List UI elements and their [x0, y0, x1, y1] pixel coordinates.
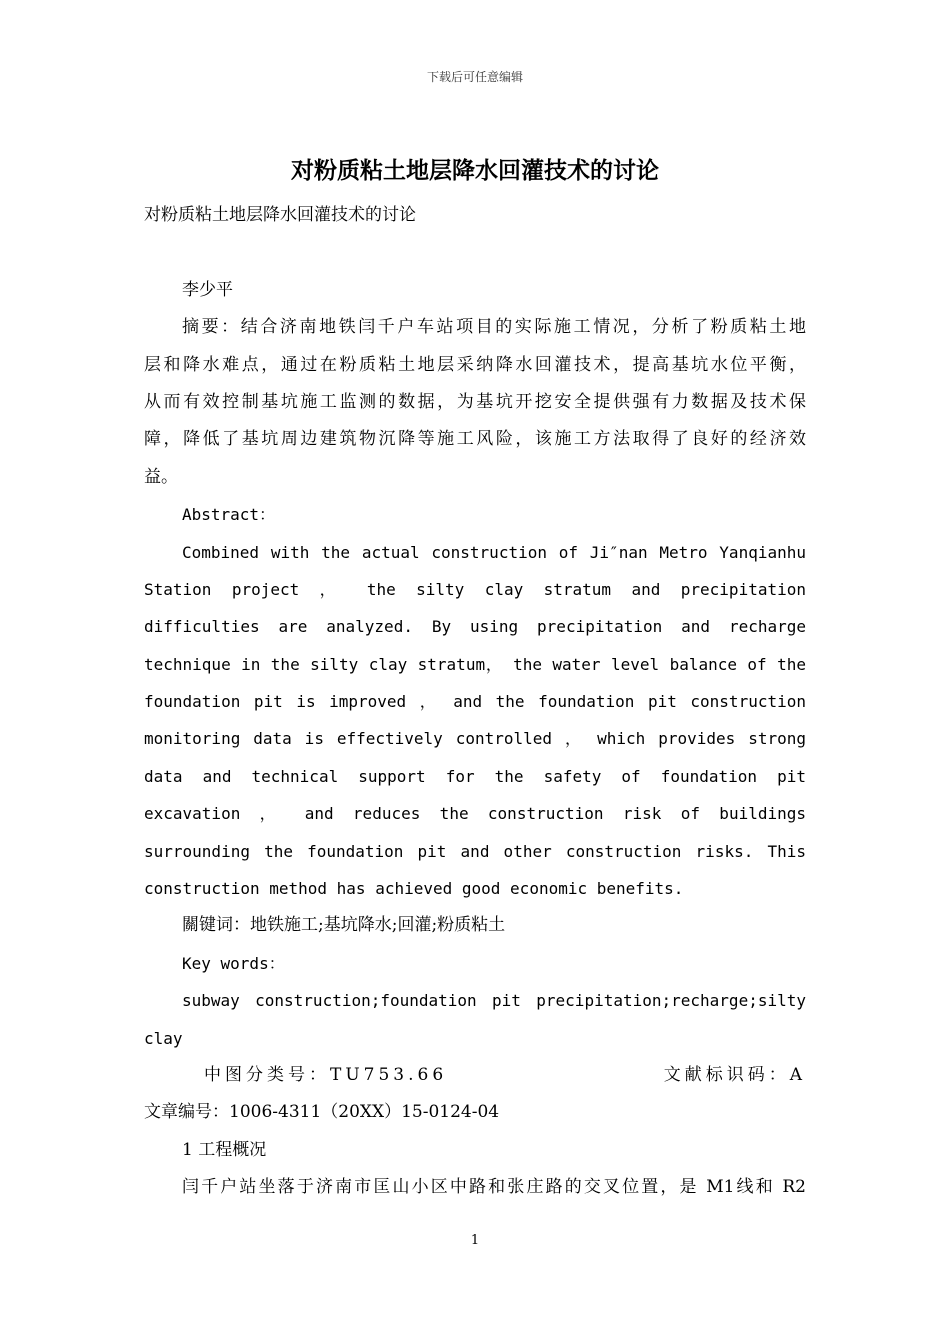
- abstract-en-line: Station project ， the silty clay stratum and precipitation: [144, 579, 806, 599]
- abstract-en-line: excavation ， and reduces the construction risk of buildings: [144, 804, 806, 824]
- classification-number: 中图分类号：TU753.66: [204, 1064, 448, 1085]
- abstract-cn-line: 层和降水难点，通过在粉质粘土地层采纳降水回灌技术，提高基坑水位平衡，: [144, 354, 806, 375]
- document-title: 对粉质粘土地层降水回灌技术的讨论: [291, 158, 659, 184]
- subtitle: 对粉质粘土地层降水回灌技术的讨论: [144, 205, 416, 225]
- abstract-en-line: surrounding the foundation pit and other construction risks. This: [144, 841, 806, 861]
- classification-row: [144, 1057, 806, 1094]
- blank-line: [144, 234, 806, 271]
- keywords-en-label: Key words：: [182, 953, 285, 973]
- keywords-cn: 關键词：地铁施工;基坑降水;回灌;粉质粘土: [182, 915, 506, 936]
- page-header: 下载后可任意编辑: [426, 70, 523, 84]
- section-heading: 1 工程概况: [182, 1139, 267, 1160]
- keywords-en-line: clay: [144, 1028, 183, 1048]
- abstract-en-line: construction method has achieved good economic benefits.: [144, 879, 684, 899]
- article-number: 文章编号：1006-4311（20XX）15-0124-04: [144, 1102, 500, 1123]
- section-paragraph-line: 闫千户站坐落于济南市匡山小区中路和张庄路的交叉位置，是 M1线和 R2: [182, 1177, 806, 1198]
- abstract-cn-line: 益。: [144, 466, 178, 487]
- abstract-cn-line: 从而有效控制基坑施工监测的数据，为基坑开挖安全提供强有力数据及技术保: [144, 391, 806, 412]
- abstract-en-line: difficulties are analyzed. By using precipitation and recharge: [144, 617, 806, 637]
- document-body: [144, 197, 806, 1207]
- abstract-en-label: Abstract：: [182, 505, 276, 525]
- abstract-en-line: data and technical support for the safety of foundation pit: [144, 766, 806, 786]
- author: 李少平: [182, 279, 233, 300]
- document-code: 文献标识码：A: [663, 1064, 806, 1085]
- abstract-en-line: technique in the silty clay stratum， the water level balance of the: [144, 654, 806, 674]
- abstract-en-line: Combined with the actual construction of Ji″nan Metro Yanqianhu: [182, 542, 806, 562]
- abstract-en-line: monitoring data is effectively controlled ， which provides strong: [144, 729, 806, 749]
- abstract-en-line: foundation pit is improved ， and the foundation pit construction: [144, 692, 806, 712]
- page-number: 1: [470, 1233, 480, 1248]
- abstract-cn-line: 障，降低了基坑周边建筑物沉降等施工风险，该施工方法取得了良好的经济效: [144, 429, 806, 450]
- abstract-cn-line: 摘要：结合济南地铁闫千户车站项目的实际施工情况，分析了粉质粘土地: [182, 317, 806, 338]
- keywords-en-line: subway construction;foundation pit precipitation;recharge;silty: [182, 991, 806, 1011]
